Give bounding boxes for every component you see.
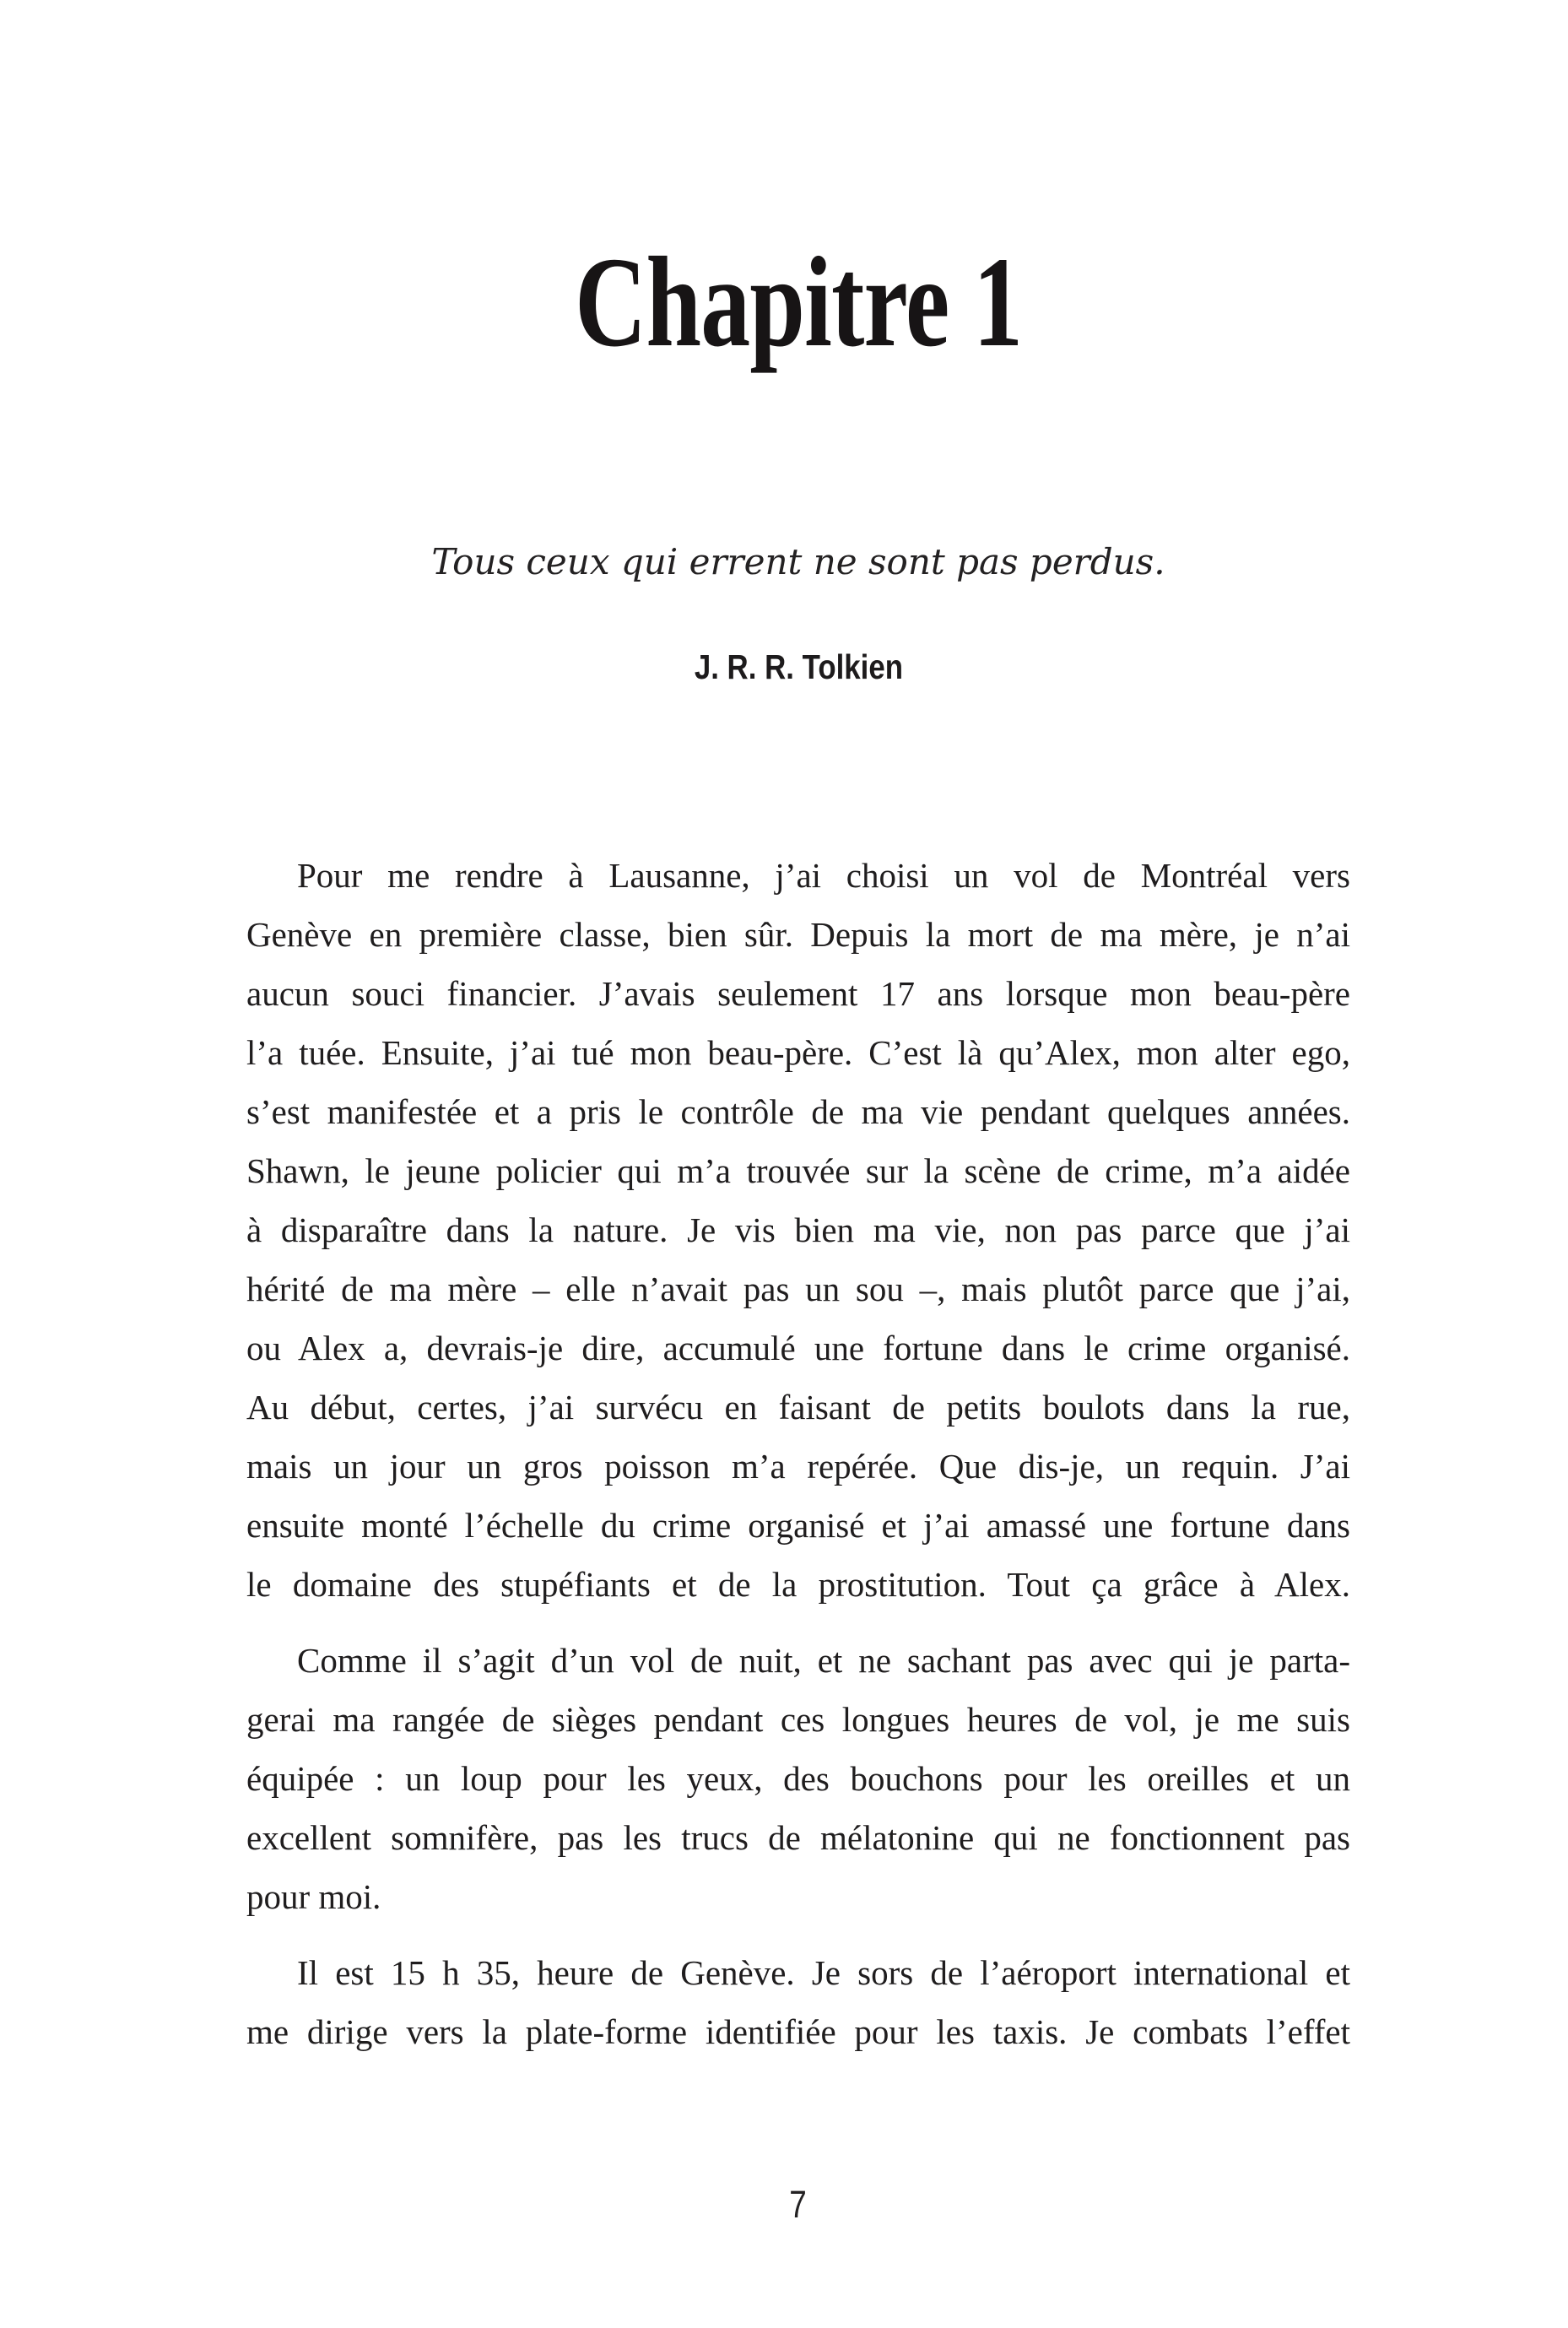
epigraph [246, 540, 1350, 585]
text-line: mais un jour un gros poisson m’a repérée. Que dis-je, un requin. J’ai [246, 1447, 1350, 1486]
paragraph [246, 1943, 1350, 2061]
text-line: ou Alex a, devrais-je dire, accumulé une fortune dans le crime organisé. [246, 1329, 1350, 1367]
text-line: aucun souci financier. J’avais seulement 17 ans lorsque mon beau-père [246, 974, 1350, 1013]
text-line: me dirige vers la plate-forme identifiée pour les taxis. Je combats l’effet [246, 2012, 1350, 2051]
chapter-title-text: Chapitre 1 [574, 231, 1023, 374]
text-line: l’a tuée. Ensuite, j’ai tué mon beau-père. C’est là qu’Alex, mon alter ego, [246, 1033, 1350, 1072]
page-number-text: 7 [789, 2183, 808, 2226]
text-line: le domaine des stupéfiants et de la prostitution. Tout ça grâce à Alex. [246, 1565, 1350, 1604]
epigraph-attribution [246, 647, 1350, 686]
epigraph-attribution-text: J. R. R. Tolkien [694, 647, 903, 686]
text-line: Comme il s’agit d’un vol de nuit, et ne sachant pas avec qui je parta- [297, 1641, 1350, 1680]
text-line: ensuite monté l’échelle du crime organisé et j’ai amassé une fortune dans [246, 1506, 1350, 1545]
text-line: excellent somnifère, pas les trucs de mélatonine qui ne fonctionnent pas [246, 1818, 1350, 1857]
chapter-title [246, 231, 1350, 374]
text-line: Pour me rendre à Lausanne, j’ai choisi un vol de Montréal vers [297, 856, 1350, 895]
text-line: pour moi. [246, 1877, 381, 1916]
text-line: à disparaître dans la nature. Je vis bien ma vie, non pas parce que j’ai [246, 1210, 1350, 1249]
body-text [246, 846, 1350, 2078]
page-number [246, 2183, 1350, 2226]
text-line: Genève en première classe, bien sûr. Depuis la mort de ma mère, je n’ai [246, 915, 1350, 954]
epigraph-text: Tous ceux qui errent ne sont pas perdus. [431, 541, 1165, 582]
paragraph [246, 1631, 1350, 1926]
text-line: Au début, certes, j’ai survécu en faisant de petits boulots dans la rue, [246, 1388, 1350, 1427]
text-line: équipée : un loup pour les yeux, des bouchons pour les oreilles et un [246, 1759, 1350, 1798]
text-line: gerai ma rangée de sièges pendant ces longues heures de vol, je me suis [246, 1700, 1350, 1739]
text-line: hérité de ma mère – elle n’avait pas un sou –, mais plutôt parce que j’ai, [246, 1270, 1350, 1308]
text-line: Il est 15 h 35, heure de Genève. Je sors de l’aéroport international et [297, 1953, 1350, 1992]
paragraph [246, 846, 1350, 1614]
text-line: s’est manifestée et a pris le contrôle de ma vie pendant quelques années. [246, 1092, 1350, 1131]
text-line: Shawn, le jeune policier qui m’a trouvée sur la scène de crime, m’a aidée [246, 1151, 1350, 1190]
